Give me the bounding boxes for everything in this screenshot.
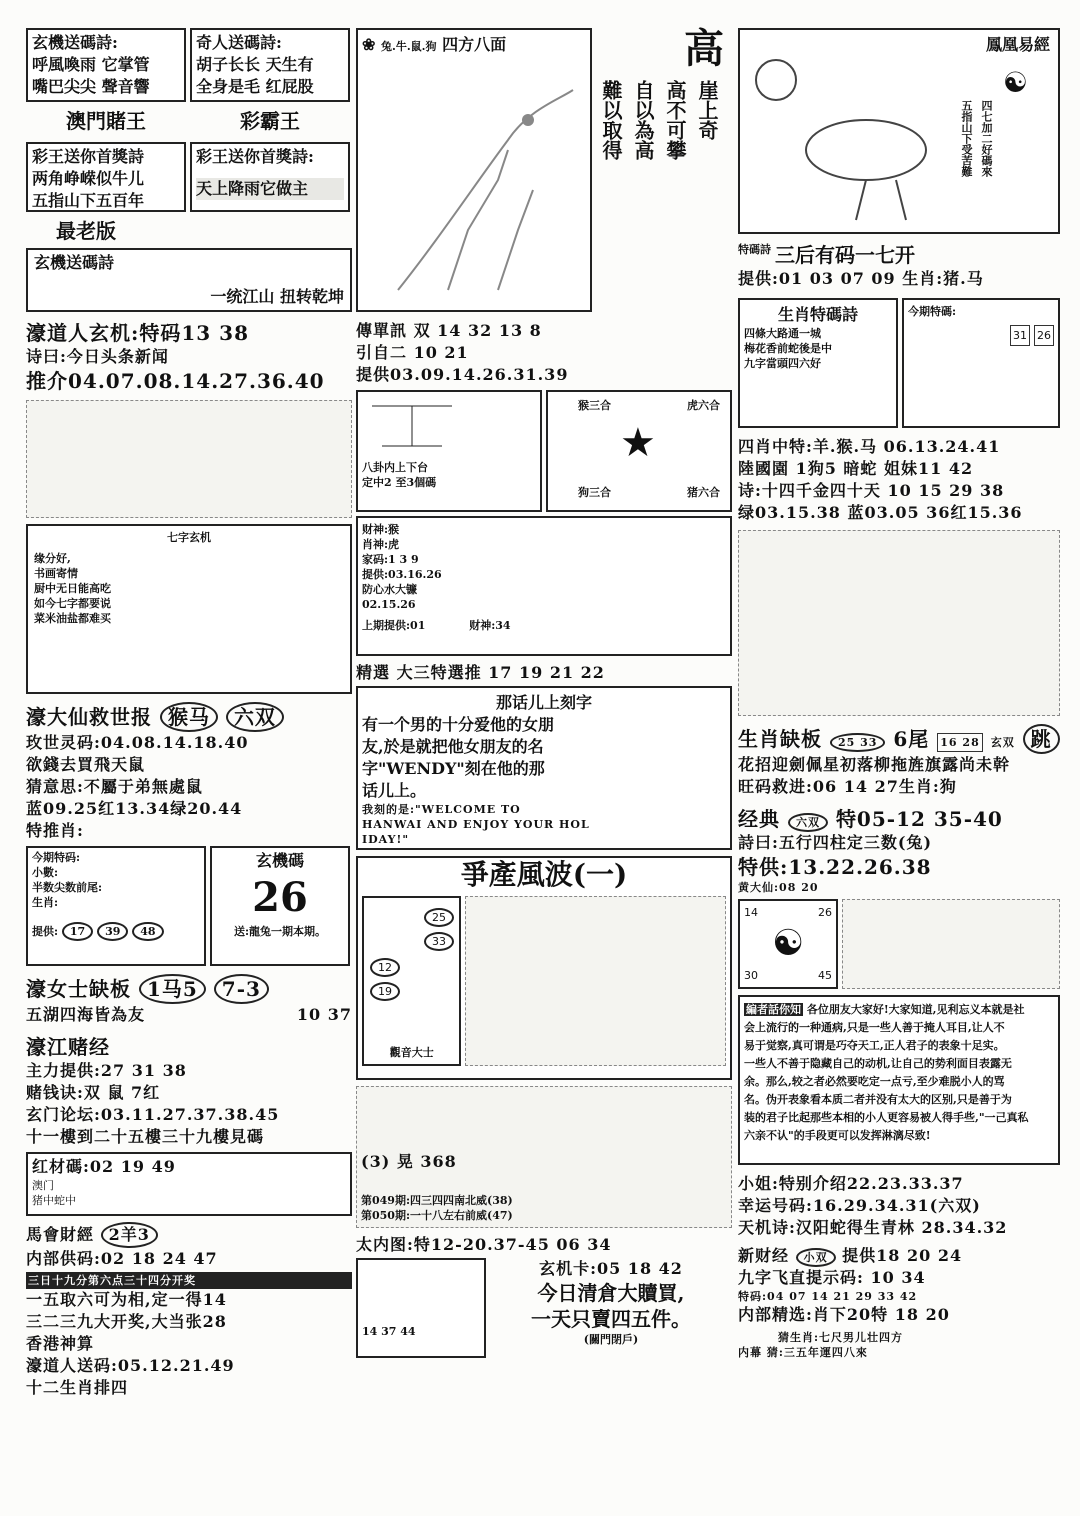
xiao-section [738, 1173, 1060, 1239]
jingdian-line: 黄大仙:08 20 [738, 881, 819, 894]
motto-line: 崖上奇 [695, 80, 719, 140]
daxian-section [26, 702, 352, 842]
taiji-number: 26 [818, 906, 832, 919]
story-line: 有一个男的十分爱他的女朋 [362, 715, 555, 734]
jiang-section [26, 1034, 352, 1148]
circle-tag: 六双 [226, 702, 284, 732]
shen-section [738, 724, 1060, 798]
motto-big: 高 [684, 25, 724, 72]
jinqi-line: 半数尖数前尾: [32, 881, 103, 894]
poem-title: 奇人送碼詩: [196, 33, 282, 52]
phoenix-title: 鳳凰易經 [985, 35, 1050, 54]
zheng-box [356, 856, 732, 1080]
poem-line: 一统江山 扭转乾坤 [210, 287, 344, 306]
phoenix-verse: 五指山下受苦難 [960, 100, 973, 177]
jinqi-line: 小數: [32, 866, 59, 879]
caishen-cs: 财神:34 [469, 619, 511, 632]
zheng-title: 爭產風波(一) [460, 858, 628, 891]
number-circle: 48 [132, 922, 163, 941]
sanri-section [26, 1272, 352, 1399]
number-circle: 25 [424, 908, 454, 927]
sanri-line: 三二三九大开奖,大当张28 [26, 1312, 227, 1331]
jiang-line: 赌钱诀:双 鼠 7红 [26, 1083, 161, 1102]
caishen-line: 家码:1 3 9 [362, 553, 419, 566]
bagua-label: 八卦内上下台 [362, 461, 428, 474]
poem-line: 呼風喚雨 它掌管 [32, 55, 150, 74]
gift-line: 天上降雨它做主 [196, 178, 344, 200]
sanhou-title: 三后有码一七开 [775, 243, 915, 267]
shen-tail: 6尾 [893, 727, 930, 751]
story-line: 话儿上。 [362, 781, 427, 800]
editorial-line: 各位朋友大家好!大家知道,见利忘义本就是社 [806, 1003, 1025, 1016]
star-label: 猴三合 [578, 399, 611, 412]
guanyin-panel [362, 896, 461, 1066]
jinqi-box [26, 846, 206, 966]
motto-line: 自以為高 [631, 80, 655, 160]
sanri-line: 濠道人送码:05.12.21.49 [26, 1356, 235, 1375]
cai-line: 内幕 猜:三五年運四八來 [738, 1346, 868, 1359]
jian-section [356, 320, 732, 386]
sizhong-line: 陸國園 1狗5 暗蛇 姐妹11 42 [738, 459, 974, 478]
story-line: 友,於是就把他女朋友的名 [362, 737, 544, 756]
cai-line: 猜生肖:七尺男儿壮四方 [778, 1331, 904, 1344]
star-icon: ★ [620, 420, 656, 466]
shengxiao-line: 梅花香前蛇後是中 [744, 342, 832, 355]
poem-box-3 [26, 248, 352, 312]
xiao-line: 天机诗:汉阳蛇得生青林 28.34.32 [738, 1218, 1008, 1237]
ox-sketch [746, 40, 946, 230]
motto-line: 高不可攀 [663, 80, 687, 160]
nvshen-numbers: 10 37 [296, 1005, 352, 1024]
poem-box-1 [26, 28, 186, 102]
editorial-line: 装的君子比起那些本相的小人更容易被人得手些,"一己真私 [744, 1111, 1029, 1124]
xin-line: 内部精选:肖下20特 18 20 [738, 1305, 950, 1324]
jinqi-title: 今期特码: [32, 851, 81, 864]
story-line: HANWAI AND ENJOY YOUR HOL [362, 818, 590, 831]
jingxuan-title: 精選 大三特選推 17 19 21 22 [356, 663, 605, 682]
sizhong-section [738, 436, 1060, 524]
left-column [26, 28, 352, 1506]
qixian-line: 如今七字都要说 [34, 597, 111, 610]
number-cell: 31 [1010, 325, 1030, 346]
taiji-number: 14 [744, 906, 758, 919]
shen-line: 花招迎劍佩星初落柳拖旌旗露尚未幹 [738, 755, 1011, 774]
daoren-poem: 诗曰:今日头条新闻 [26, 347, 169, 366]
xiao-line: 幸运号码:16.29.34.31(六双) [738, 1196, 981, 1215]
qixian-line: 菜米油盐都难买 [34, 612, 111, 625]
circle-tag: 跳 [1023, 724, 1060, 754]
caishen-line: 02.15.26 [362, 598, 416, 611]
taiji-number: 30 [744, 969, 758, 982]
daoren-tip: 推介04.07.08.14.27.36.40 [26, 369, 325, 393]
qixian-box [26, 524, 352, 694]
shengxiao-box [738, 298, 898, 428]
caishen-line: 防心水大镰 [362, 583, 417, 596]
shen-line: 旺码救进:06 14 27生肖:狗 [738, 777, 957, 796]
jingdian-title: 经典 [738, 807, 780, 831]
hou-box [26, 1152, 352, 1216]
gift-title: 彩王送你首獎詩: [196, 147, 314, 166]
jinqi-title: 今期特碼: [908, 305, 957, 318]
maku-section [26, 1222, 352, 1270]
tai-line: 玄机卡:05 18 42 [539, 1259, 683, 1278]
xuanji-note: 送:龍兔一期本期。 [233, 925, 327, 938]
caishen-line: 肖神:虎 [362, 538, 400, 551]
qixian-line: 缘分好, [34, 552, 71, 565]
taiji-number: 45 [818, 969, 832, 982]
gift-box-1 [26, 142, 186, 212]
caishen-line: 财神:猴 [362, 523, 400, 536]
ad-mid: (3) 晃 368 [361, 1152, 457, 1171]
daxian-line: 欲錢去買飛天鼠 [26, 755, 146, 774]
nvshen-line: 五湖四海皆為友 [26, 1005, 146, 1024]
xin-section [738, 1245, 1060, 1326]
qixian-line: 厨中无日能高吃 [34, 582, 111, 595]
fang-title: 四方八面 [442, 35, 507, 54]
ad-line: 第050期:一十八左右前威(47) [361, 1209, 513, 1222]
shengxiao-line: 九字當頭四六好 [744, 357, 821, 370]
zheng-text-block [465, 896, 726, 1066]
ad-line: 第049期:四三四四南北威(38) [361, 1194, 513, 1207]
qixian-title: 七字玄机 [167, 531, 211, 544]
tai-big: 一天只賣四五件。 [531, 1307, 691, 1331]
sanri-line: 香港神算 [26, 1334, 95, 1353]
number-cell: 16 28 [937, 733, 982, 752]
editorial-line: 名。伪开表象看本质二者并没有太大的区别,只是善于为 [744, 1093, 1012, 1106]
gift-line: 两角峥嵘似牛儿 [32, 169, 145, 188]
shengxiao-line: 四條大路通一城 [744, 327, 821, 340]
gift-title: 彩王送你首獎詩 [32, 147, 145, 166]
editorial-line: 会上流行的一种通病,只是一些人善于掩人耳目,让人不 [744, 1021, 1005, 1034]
jiang-line: 十一樓到二十五樓三十九樓見碼 [26, 1127, 265, 1146]
bagua-label: 定中2 至3個碼 [362, 476, 437, 489]
sizhong-line: 四肖中特:羊.猴.马 06.13.24.41 [738, 437, 1001, 456]
story-line: 字"WENDY"刻在他的那 [362, 759, 545, 778]
sanri-line: 十二生肖排四 [26, 1378, 129, 1397]
giraffe-sketch [358, 60, 590, 300]
caishen-last: 上期提供:01 [362, 619, 426, 632]
middle-column [356, 25, 732, 1506]
daxian-line: 玫世灵码:04.08.14.18.40 [26, 733, 249, 752]
phoenix-box [738, 28, 1060, 234]
yin-yang-icon: ☯ [1002, 66, 1028, 99]
number-circle: 39 [97, 922, 128, 941]
editorial-line: 一些人不善于隐藏自己的动机,让自己的势利面目表露无 [744, 1057, 1012, 1070]
shen-tag: 玄双 [990, 736, 1015, 749]
macau-title: 澳門賭王 [66, 109, 146, 133]
gift-box-2 [190, 142, 350, 212]
editorial-line: 余。那么,较之者必然要吃定一点亏,至少难脱小人的骂 [744, 1075, 1005, 1088]
jiang-line: 玄门论坛:03.11.27.37.38.45 [26, 1105, 280, 1124]
jinqi-line: 生肖: [32, 896, 59, 909]
number-circle: 12 [370, 958, 400, 977]
taiji-box [738, 899, 838, 989]
editorial-title: 編者話你知 [746, 1003, 801, 1016]
daoren-section [26, 320, 352, 394]
hou-line: 猪中蛇中 [32, 1194, 76, 1207]
cai-section [738, 1330, 1060, 1360]
shen-title: 生肖缺板 [738, 727, 822, 751]
jian-title: 傳單訊 双 14 32 13 8 [356, 321, 542, 340]
zodiac-list: 兔.牛.鼠.狗 [380, 40, 437, 53]
sanri-line: 三日十九分第六点三十四分开奖 [26, 1272, 352, 1289]
qixian-line: 书画寄情 [34, 567, 78, 580]
provide-label: 提供: [32, 925, 59, 938]
bagua-diagram [362, 396, 462, 456]
jian-line: 引自二 10 21 [356, 343, 469, 362]
xuanji-box [210, 846, 350, 966]
shengxiao-title: 生肖特碼詩 [777, 305, 858, 324]
star-label: 狗三合 [578, 486, 611, 499]
xuanji-title: 玄機碼 [255, 851, 304, 870]
sizhong-line: 绿03.15.38 蓝03.05 36红15.36 [738, 503, 1023, 522]
bagua-box [356, 390, 542, 512]
number-circle: 33 [424, 932, 454, 951]
poem-line: 嘴巴尖尖 聲音響 [32, 77, 150, 96]
oldest-edition: 最老版 [56, 219, 116, 243]
poem-box-2 [190, 28, 350, 102]
maku-title: 馬會財經 [26, 1225, 95, 1244]
number-circle: 17 [62, 922, 93, 941]
jingdian-section [738, 806, 1060, 895]
daxian-line: 猜意思:不屬于弟無處鼠 [26, 777, 203, 796]
zodiac-icon: ❀ [362, 35, 376, 54]
story-line: IDAY!" [362, 833, 410, 846]
sanhou-line: 提供:01 03 07 09 生肖:猪.马 [738, 269, 984, 288]
star-label: 虎六合 [687, 399, 720, 412]
giraffe-box [356, 28, 592, 312]
poem-title: 玄機送碼詩 [34, 253, 115, 272]
star-box [546, 390, 732, 512]
right-column [738, 28, 1060, 1506]
sanri-line: 一五取六可为相,定一得14 [26, 1290, 227, 1309]
tai-title: 太内图:特12-20.37-45 06 34 [356, 1235, 612, 1254]
circle-tag: 25 33 [830, 733, 885, 752]
motto-block [596, 25, 732, 312]
xin-line: 提供18 20 24 [842, 1246, 963, 1265]
jingdian-line: 詩曰:五行四柱定三数(兔) [738, 833, 933, 852]
ad-box [356, 1086, 732, 1228]
tai-right [490, 1258, 732, 1358]
circle-tag: 7-3 [214, 974, 269, 1004]
yin-yang-icon: ☯ [772, 923, 805, 964]
jingdian-line: 特05-12 35-40 [835, 807, 1003, 831]
tai-box [356, 1258, 486, 1358]
jingdian-line: 特供:13.22.26.38 [738, 855, 932, 879]
jiang-line: 主力提供:27 31 38 [26, 1061, 187, 1080]
caishen-box [356, 516, 732, 656]
editorial-box [738, 995, 1060, 1165]
circle-tag: 2羊3 [101, 1222, 158, 1248]
daxian-line: 特推肖: [26, 821, 84, 840]
hou-line: 红材碼:02 19 49 [32, 1157, 176, 1176]
circle-tag: 小双 [796, 1248, 836, 1267]
tai-close: (關門閉戶) [583, 1333, 639, 1346]
guanyin-caption: 觀音大士 [389, 1046, 434, 1059]
tai-numbers: 14 37 44 [362, 1325, 416, 1338]
caiba-title: 彩霸王 [240, 109, 300, 133]
circle-tag: 猴马 [160, 702, 218, 732]
tai-big: 今日清倉大贖買, [537, 1281, 685, 1305]
story-box [356, 686, 732, 850]
caishen-line: 提供:03.16.26 [362, 568, 442, 581]
gift-line: 五指山下五百年 [32, 191, 145, 210]
poem-title: 玄機送碼詩: [32, 33, 118, 52]
poem-line: 全身是毛 红屁股 [196, 77, 314, 96]
xin-line: 九字飞直提示码: 10 34 [738, 1268, 926, 1287]
sizhong-line: 诗:十四千金四十天 10 15 29 38 [738, 481, 1005, 500]
nvshen-section [26, 974, 352, 1026]
phoenix-verse: 四七加二好碼來 [980, 100, 993, 177]
jian-line: 提供03.09.14.26.31.39 [356, 365, 569, 384]
number-cell: 26 [1034, 325, 1054, 346]
hou-line: 澳门 [32, 1179, 54, 1192]
nvshen-title: 濠女士缺板 [26, 977, 131, 1001]
table-block [26, 400, 352, 518]
story-line: 我刻的是:"WELCOME TO [362, 803, 521, 816]
xin-title: 新财经 [738, 1246, 790, 1265]
jinqi-right-box [902, 298, 1060, 428]
phoenix-note: 特碼詩 [738, 243, 771, 256]
daoren-title: 濠道人玄机:特码13 38 [26, 321, 250, 345]
editorial-line: 易于觉察,真可谓是巧夺天工,正人君子的表象十足实。 [744, 1039, 1005, 1052]
motto-line: 難以取得 [599, 80, 623, 160]
circle-tag: 1马5 [139, 974, 206, 1004]
circle-tag: 六双 [788, 813, 828, 832]
daxian-line: 蓝09.25红13.34绿20.44 [26, 799, 243, 818]
animals-sketch [738, 530, 1060, 716]
xin-line: 特码:04 07 14 21 29 33 42 [738, 1290, 918, 1303]
xuanji-number: 26 [252, 874, 308, 921]
dragon-sketch [842, 899, 1060, 989]
editorial-line: 六亲不认"的手段更可以发挥淋漓尽致! [744, 1129, 931, 1142]
maku-line: 内部供码:02 18 24 47 [26, 1249, 218, 1268]
number-circle: 19 [370, 982, 400, 1001]
xiao-line: 小姐:特别介绍22.23.33.37 [738, 1174, 964, 1193]
jiang-title: 濠江赌经 [26, 1035, 110, 1059]
daxian-title: 濠大仙救世报 [26, 705, 152, 729]
story-title: 那话儿上刻字 [495, 693, 592, 712]
poem-line: 胡子长长 天生有 [196, 55, 314, 74]
star-label: 猪六合 [687, 486, 720, 499]
